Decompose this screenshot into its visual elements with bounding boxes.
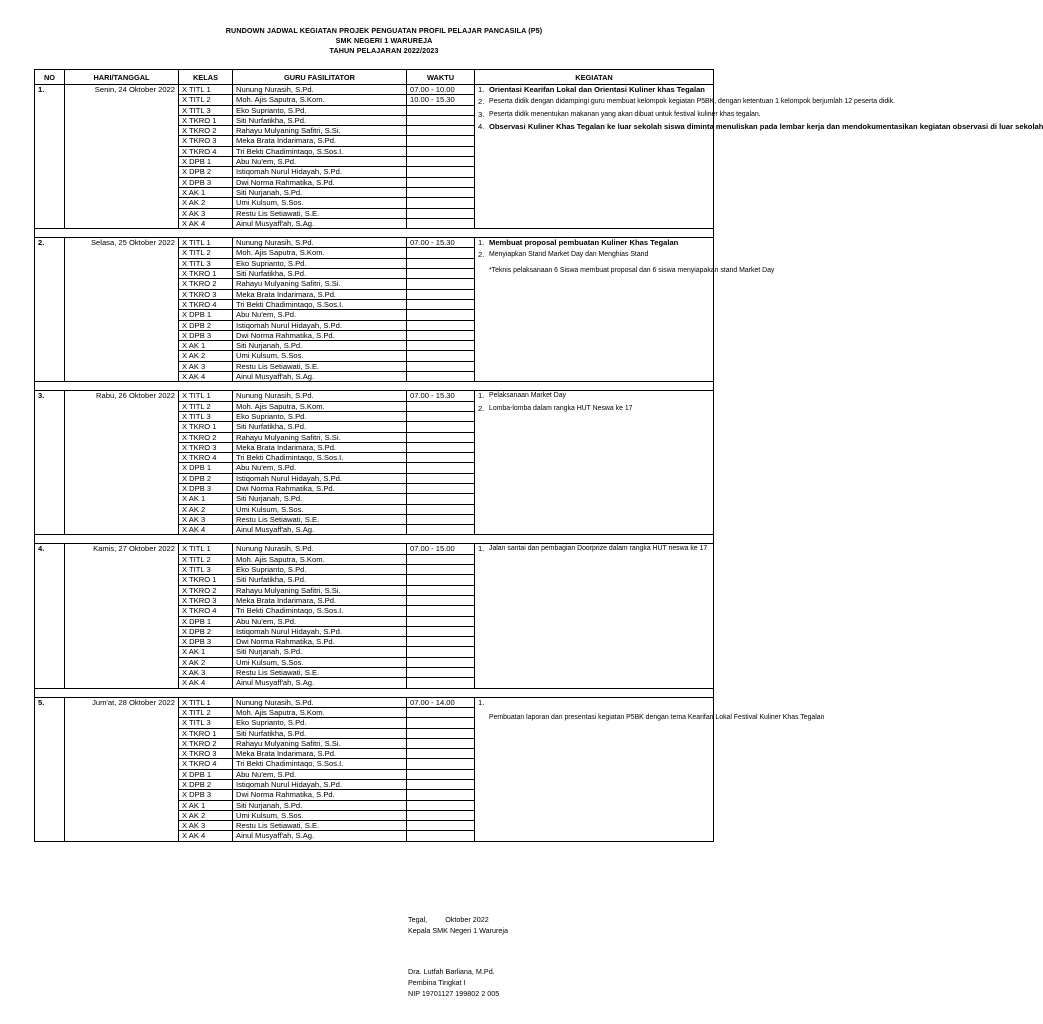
day-date: Selasa, 25 Oktober 2022 (65, 238, 179, 382)
class-cell: X TITL 1 (179, 238, 233, 248)
class-cell: X TKRO 1 (179, 115, 233, 125)
teacher-cell: Moh. Ajis Saputra, S.Kom. (233, 554, 407, 564)
day-date: Rabu, 26 Oktober 2022 (65, 391, 179, 535)
signature-block-bottom (408, 966, 499, 999)
class-cell: X TKRO 2 (179, 126, 233, 136)
time-cell (407, 330, 475, 340)
teacher-cell: Rahayu Mulyaning Safitri, S.Si. (233, 432, 407, 442)
class-cell: X AK 2 (179, 198, 233, 208)
class-cell: X TKRO 2 (179, 585, 233, 595)
class-cell: X AK 4 (179, 525, 233, 535)
class-cell: X AK 1 (179, 647, 233, 657)
time-cell (407, 351, 475, 361)
time-cell (407, 626, 475, 636)
table-row (35, 85, 714, 95)
time-cell (407, 463, 475, 473)
class-cell: X TKRO 3 (179, 749, 233, 759)
table-row (35, 544, 714, 554)
time-cell (407, 258, 475, 268)
activity-number: 1. (478, 391, 485, 401)
teacher-cell: Ainul Musyaff'ah, S.Ag. (233, 218, 407, 228)
teacher-cell: Siti Nurjanah, S.Pd. (233, 341, 407, 351)
time-cell (407, 514, 475, 524)
teacher-cell: Tri Bekti Chadimintaqo, S.Sos.I. (233, 146, 407, 156)
teacher-cell: Abu Nu'em, S.Pd. (233, 463, 407, 473)
class-cell: X TITL 1 (179, 391, 233, 401)
schedule-table (34, 69, 1043, 842)
teacher-cell: Istiqomah Nurul Hidayah, S.Pd. (233, 320, 407, 330)
teacher-cell: Moh. Ajis Saputra, S.Kom. (233, 401, 407, 411)
separator-cell (35, 535, 714, 544)
class-cell: X DPB 1 (179, 463, 233, 473)
teacher-cell: Abu Nu'em, S.Pd. (233, 310, 407, 320)
time-cell (407, 361, 475, 371)
class-cell: X TITL 1 (179, 85, 233, 95)
teacher-cell: Umi Kulsum, S.Sos. (233, 351, 407, 361)
activity-text: Peserta didik menentukan makanan yang akan dibuat untuk festival kuliner khas tegalan. (489, 110, 761, 118)
activity-text: Peserta didik dengan didampingi guru membuat kelompok kegiatan P5BK, dengan ketentuan 1 kelompok berjumlah 12 peserta didik. (489, 98, 896, 106)
time-cell (407, 320, 475, 330)
signature-role: Kepala SMK Negeri 1 Warureja (408, 926, 509, 935)
class-cell: X TITL 2 (179, 554, 233, 564)
teacher-cell: Siti Nurjanah, S.Pd. (233, 494, 407, 504)
teacher-cell: Dwi Norma Rahmatika, S.Pd. (233, 637, 407, 647)
time-cell: 07.00 - 15.30 (407, 391, 475, 401)
class-cell: X AK 4 (179, 372, 233, 382)
signature-block-top (408, 914, 508, 936)
teacher-cell: Abu Nu'em, S.Pd. (233, 769, 407, 779)
teacher-cell: Eko Suprianto, S.Pd. (233, 565, 407, 575)
class-cell: X AK 2 (179, 810, 233, 820)
day-date: Jum'at, 28 Oktober 2022 (65, 697, 179, 841)
time-cell: 07.00 - 14.00 (407, 697, 475, 707)
col-header-time: WAKTU (407, 70, 475, 85)
class-cell: X TKRO 4 (179, 606, 233, 616)
teacher-cell: Siti Nurfatikha, S.Pd. (233, 115, 407, 125)
time-cell (407, 668, 475, 678)
time-cell (407, 146, 475, 156)
teacher-cell: Rahayu Mulyaning Safitri, S.Si. (233, 585, 407, 595)
teacher-cell: Siti Nurfatikha, S.Pd. (233, 422, 407, 432)
activity-item (478, 109, 761, 119)
document-header (0, 26, 768, 56)
time-cell (407, 749, 475, 759)
activity-number: 3. (478, 109, 485, 119)
time-cell (407, 525, 475, 535)
class-cell: X AK 3 (179, 361, 233, 371)
time-cell (407, 299, 475, 309)
activity-number: 1. (478, 544, 485, 554)
class-cell: X DPB 3 (179, 483, 233, 493)
class-cell: X TITL 3 (179, 105, 233, 115)
class-cell: X DPB 2 (179, 167, 233, 177)
activity-cell (475, 544, 714, 688)
teacher-cell: Moh. Ajis Saputra, S.Kom. (233, 248, 407, 258)
time-cell (407, 248, 475, 258)
separator-cell (35, 229, 714, 238)
class-cell: X AK 1 (179, 341, 233, 351)
time-cell (407, 759, 475, 769)
signature-nip: NIP 19701127 199802 2 005 (408, 989, 500, 998)
signature-place: Tegal, (408, 915, 428, 924)
class-cell: X AK 3 (179, 668, 233, 678)
time-cell (407, 187, 475, 197)
day-number: 2. (35, 238, 65, 382)
activity-item (478, 250, 710, 259)
table-row (35, 697, 714, 707)
time-cell (407, 790, 475, 800)
class-cell: X TITL 2 (179, 707, 233, 717)
teacher-cell: Tri Bekti Chadimintaqo, S.Sos.I. (233, 759, 407, 769)
teacher-cell: Umi Kulsum, S.Sos. (233, 810, 407, 820)
class-cell: X TITL 3 (179, 718, 233, 728)
time-cell (407, 208, 475, 218)
teacher-cell: Restu Lis Setiawati, S.E. (233, 514, 407, 524)
class-cell: X TKRO 4 (179, 453, 233, 463)
teacher-cell: Istiqomah Nurul Hidayah, S.Pd. (233, 167, 407, 177)
time-cell (407, 575, 475, 585)
time-cell (407, 821, 475, 831)
activity-text: Lomba-lomba dalam rangka HUT Neswa ke 17 (489, 404, 633, 412)
class-cell: X TKRO 4 (179, 299, 233, 309)
class-cell: X AK 4 (179, 678, 233, 688)
activity-cell (475, 85, 1043, 229)
activity-number: 2. (478, 97, 485, 107)
activity-item (478, 404, 710, 413)
class-cell: X TKRO 1 (179, 422, 233, 432)
time-cell (407, 341, 475, 351)
time-cell: 07.00 - 15.00 (407, 544, 475, 554)
teacher-cell: Nunung Nurasih, S.Pd. (233, 697, 407, 707)
time-cell (407, 554, 475, 564)
time-cell (407, 279, 475, 289)
day-separator (35, 535, 714, 544)
activity-cell (475, 391, 714, 535)
time-cell (407, 595, 475, 605)
time-cell (407, 411, 475, 421)
class-cell: X DPB 3 (179, 177, 233, 187)
teacher-cell: Moh. Ajis Saputra, S.Kom. (233, 707, 407, 717)
table-header-row (35, 70, 714, 85)
day-number: 5. (35, 697, 65, 841)
activity-text: Jalan santai dan pembagian Doorprize dalam rangka HUT neswa ke 17 (489, 545, 708, 553)
time-cell (407, 585, 475, 595)
day-date: Senin, 24 Oktober 2022 (65, 85, 179, 229)
class-cell: X TKRO 4 (179, 759, 233, 769)
class-cell: X DPB 2 (179, 320, 233, 330)
table-row (35, 238, 714, 248)
class-cell: X TKRO 2 (179, 738, 233, 748)
class-cell: X TITL 2 (179, 248, 233, 258)
class-cell: X AK 1 (179, 187, 233, 197)
time-cell (407, 372, 475, 382)
time-cell (407, 218, 475, 228)
activity-text: Menyiapkan Stand Market Day dan Menghias Stand (489, 251, 649, 259)
teacher-cell: Meka Brata Indarimara, S.Pd. (233, 749, 407, 759)
teacher-cell: Ainul Musyaff'ah, S.Ag. (233, 372, 407, 382)
time-cell (407, 494, 475, 504)
time-cell (407, 565, 475, 575)
time-cell: 10.00 - 15.30 (407, 95, 475, 105)
activity-text (489, 698, 710, 707)
day-separator (35, 688, 714, 697)
class-cell: X DPB 2 (179, 780, 233, 790)
activity-text: Membuat proposal pembuatan Kuliner Khas Tegalan (489, 238, 679, 248)
teacher-cell: Rahayu Mulyaning Safitri, S.Si. (233, 738, 407, 748)
time-cell (407, 289, 475, 299)
teacher-cell: Siti Nurfatikha, S.Pd. (233, 269, 407, 279)
teacher-cell: Rahayu Mulyaning Safitri, S.Si. (233, 279, 407, 289)
header-year: TAHUN PELAJARAN 2022/2023 (329, 46, 439, 55)
teacher-cell: Dwi Norma Rahmatika, S.Pd. (233, 330, 407, 340)
time-cell (407, 606, 475, 616)
class-cell: X AK 3 (179, 514, 233, 524)
separator-cell (35, 688, 714, 697)
class-cell: X TKRO 3 (179, 289, 233, 299)
teacher-cell: Tri Bekti Chadimintaqo, S.Sos.I. (233, 299, 407, 309)
teacher-cell: Restu Lis Setiawati, S.E. (233, 208, 407, 218)
teacher-cell: Nunung Nurasih, S.Pd. (233, 238, 407, 248)
signature-date: Oktober 2022 (445, 915, 489, 924)
day-number: 4. (35, 544, 65, 688)
teacher-cell: Ainul Musyaff'ah, S.Ag. (233, 831, 407, 841)
class-cell: X TKRO 2 (179, 279, 233, 289)
class-cell: X TITL 3 (179, 258, 233, 268)
activity-number: 4. (478, 121, 485, 131)
teacher-cell: Umi Kulsum, S.Sos. (233, 504, 407, 514)
time-cell (407, 483, 475, 493)
activity-number: 2. (478, 403, 485, 413)
class-cell: X AK 2 (179, 351, 233, 361)
class-cell: X AK 1 (179, 494, 233, 504)
time-cell (407, 157, 475, 167)
day-number: 3. (35, 391, 65, 535)
time-cell (407, 810, 475, 820)
teacher-cell: Istiqomah Nurul Hidayah, S.Pd. (233, 780, 407, 790)
teacher-cell: Eko Suprianto, S.Pd. (233, 718, 407, 728)
teacher-cell: Istiqomah Nurul Hidayah, S.Pd. (233, 473, 407, 483)
class-cell: X DPB 2 (179, 626, 233, 636)
teacher-cell: Meka Brata Indarimara, S.Pd. (233, 289, 407, 299)
teacher-cell: Rahayu Mulyaning Safitri, S.Si. (233, 126, 407, 136)
day-date: Kamis, 27 Oktober 2022 (65, 544, 179, 688)
time-cell: 07.00 - 10.00 (407, 85, 475, 95)
teacher-cell: Moh. Ajis Saputra, S.Kom. (233, 95, 407, 105)
class-cell: X TKRO 1 (179, 575, 233, 585)
time-cell (407, 198, 475, 208)
teacher-cell: Nunung Nurasih, S.Pd. (233, 544, 407, 554)
col-header-class: KELAS (179, 70, 233, 85)
signature-rank: Pembina Tingkat I (408, 978, 466, 987)
teacher-cell: Eko Suprianto, S.Pd. (233, 105, 407, 115)
teacher-cell: Meka Brata Indarimara, S.Pd. (233, 595, 407, 605)
activity-note: *Teknis pelaksanaan 6 Siswa membuat proposal dan 6 siswa menyiapakan stand Market Day (489, 266, 775, 274)
class-cell: X TKRO 3 (179, 442, 233, 452)
time-cell: 07.00 - 15.30 (407, 238, 475, 248)
teacher-cell: Siti Nurfatikha, S.Pd. (233, 575, 407, 585)
teacher-cell: Siti Nurjanah, S.Pd. (233, 800, 407, 810)
teacher-cell: Meka Brata Indarimara, S.Pd. (233, 136, 407, 146)
time-cell (407, 442, 475, 452)
col-header-date: HARI/TANGGAL (65, 70, 179, 85)
class-cell: X AK 2 (179, 504, 233, 514)
teacher-cell: Nunung Nurasih, S.Pd. (233, 85, 407, 95)
teacher-cell: Abu Nu'em, S.Pd. (233, 616, 407, 626)
time-cell (407, 177, 475, 187)
time-cell (407, 401, 475, 411)
class-cell: X AK 1 (179, 800, 233, 810)
day-number: 1. (35, 85, 65, 229)
time-cell (407, 167, 475, 177)
class-cell: X AK 4 (179, 218, 233, 228)
class-cell: X TKRO 2 (179, 432, 233, 442)
activity-text: Pelaksanaan Market Day (489, 392, 566, 400)
time-cell (407, 422, 475, 432)
class-cell: X DPB 1 (179, 616, 233, 626)
class-cell: X TITL 1 (179, 697, 233, 707)
teacher-cell: Nunung Nurasih, S.Pd. (233, 391, 407, 401)
class-cell: X DPB 1 (179, 310, 233, 320)
teacher-cell: Istiqomah Nurul Hidayah, S.Pd. (233, 626, 407, 636)
time-cell (407, 728, 475, 738)
time-cell (407, 105, 475, 115)
class-cell: X DPB 2 (179, 473, 233, 483)
header-school: SMK NEGERI 1 WARUREJA (335, 36, 433, 45)
table-row (35, 391, 714, 401)
activity-item (478, 698, 710, 707)
time-cell (407, 115, 475, 125)
activity-number: 1. (478, 697, 485, 707)
time-cell (407, 780, 475, 790)
teacher-cell: Restu Lis Setiawati, S.E. (233, 821, 407, 831)
time-cell (407, 616, 475, 626)
teacher-cell: Tri Bekti Chadimintaqo, S.Sos.I. (233, 453, 407, 463)
teacher-cell: Siti Nurfatikha, S.Pd. (233, 728, 407, 738)
teacher-cell: Ainul Musyaff'ah, S.Ag. (233, 678, 407, 688)
teacher-cell: Dwi Norma Rahmatika, S.Pd. (233, 177, 407, 187)
time-cell (407, 126, 475, 136)
time-cell (407, 504, 475, 514)
time-cell (407, 800, 475, 810)
teacher-cell: Siti Nurjanah, S.Pd. (233, 187, 407, 197)
class-cell: X AK 4 (179, 831, 233, 841)
class-cell: X TITL 3 (179, 411, 233, 421)
time-cell (407, 769, 475, 779)
activity-item (478, 391, 710, 400)
teacher-cell: Abu Nu'em, S.Pd. (233, 157, 407, 167)
time-cell (407, 657, 475, 667)
separator-cell (35, 382, 714, 391)
activity-item (478, 121, 1043, 131)
time-cell (407, 647, 475, 657)
activity-item (478, 544, 710, 553)
time-cell (407, 453, 475, 463)
time-cell (407, 831, 475, 841)
time-cell (407, 678, 475, 688)
time-cell (407, 738, 475, 748)
teacher-cell: Dwi Norma Rahmatika, S.Pd. (233, 483, 407, 493)
class-cell: X TKRO 3 (179, 595, 233, 605)
class-cell: X TKRO 4 (179, 146, 233, 156)
teacher-cell: Tri Bekti Chadimintaqo, S.Sos.I. (233, 606, 407, 616)
teacher-cell: Eko Suprianto, S.Pd. (233, 258, 407, 268)
activity-number: 2. (478, 250, 485, 260)
signature-name: Dra. Lutfah Barliana, M.Pd. (408, 967, 495, 976)
class-cell: X DPB 1 (179, 769, 233, 779)
activity-item (478, 85, 710, 94)
header-title: RUNDOWN JADWAL KEGIATAN PROJEK PENGUATAN PROFIL PELAJAR PANCASILA (P5) (225, 26, 543, 35)
time-cell (407, 432, 475, 442)
time-cell (407, 637, 475, 647)
col-header-no: NO (35, 70, 65, 85)
class-cell: X AK 3 (179, 208, 233, 218)
day-separator (35, 382, 714, 391)
class-cell: X TKRO 1 (179, 728, 233, 738)
time-cell (407, 473, 475, 483)
activity-cell (475, 697, 825, 841)
time-cell (407, 136, 475, 146)
teacher-cell: Restu Lis Setiawati, S.E. (233, 668, 407, 678)
schedule-body (35, 85, 1043, 842)
time-cell (407, 718, 475, 728)
class-cell: X DPB 3 (179, 330, 233, 340)
activity-item (478, 97, 896, 107)
class-cell: X DPB 3 (179, 637, 233, 647)
class-cell: X TITL 2 (179, 95, 233, 105)
teacher-cell: Ainul Musyaff'ah, S.Ag. (233, 525, 407, 535)
class-cell: X DPB 3 (179, 790, 233, 800)
time-cell (407, 707, 475, 717)
col-header-activity: KEGIATAN (475, 70, 714, 85)
class-cell: X TKRO 3 (179, 136, 233, 146)
class-cell: X AK 2 (179, 657, 233, 667)
teacher-cell: Eko Suprianto, S.Pd. (233, 411, 407, 421)
activity-number: 1. (478, 238, 485, 248)
teacher-cell: Meka Brata Indarimara, S.Pd. (233, 442, 407, 452)
class-cell: X TITL 1 (179, 544, 233, 554)
class-cell: X DPB 1 (179, 157, 233, 167)
class-cell: X TITL 3 (179, 565, 233, 575)
teacher-cell: Dwi Norma Rahmatika, S.Pd. (233, 790, 407, 800)
time-cell (407, 269, 475, 279)
activity-note: Pembuatan laporan dan presentasi kegiatan P5BK dengan tema Kearifan Lokal Festival Kuliner Khas Tegalan (489, 713, 825, 721)
class-cell: X AK 3 (179, 821, 233, 831)
class-cell: X TITL 2 (179, 401, 233, 411)
class-cell: X TKRO 1 (179, 269, 233, 279)
teacher-cell: Siti Nurjanah, S.Pd. (233, 647, 407, 657)
activity-cell (475, 238, 775, 382)
day-separator (35, 229, 714, 238)
teacher-cell: Umi Kulsum, S.Sos. (233, 657, 407, 667)
activity-text: Observasi Kuliner Khas Tegalan ke luar sekolah siswa diminta menuliskan pada lembar kerja dan mendokumentasikan kegiatan observasi di luar sekolah (489, 121, 1043, 131)
teacher-cell: Restu Lis Setiawati, S.E. (233, 361, 407, 371)
col-header-teacher: GURU FASILITATOR (233, 70, 407, 85)
activity-number: 1. (478, 85, 485, 94)
activity-item (478, 238, 710, 247)
activity-text: Orientasi Kearifan Lokal dan Orientasi Kuliner khas Tegalan (489, 85, 705, 94)
teacher-cell: Umi Kulsum, S.Sos. (233, 198, 407, 208)
time-cell (407, 310, 475, 320)
